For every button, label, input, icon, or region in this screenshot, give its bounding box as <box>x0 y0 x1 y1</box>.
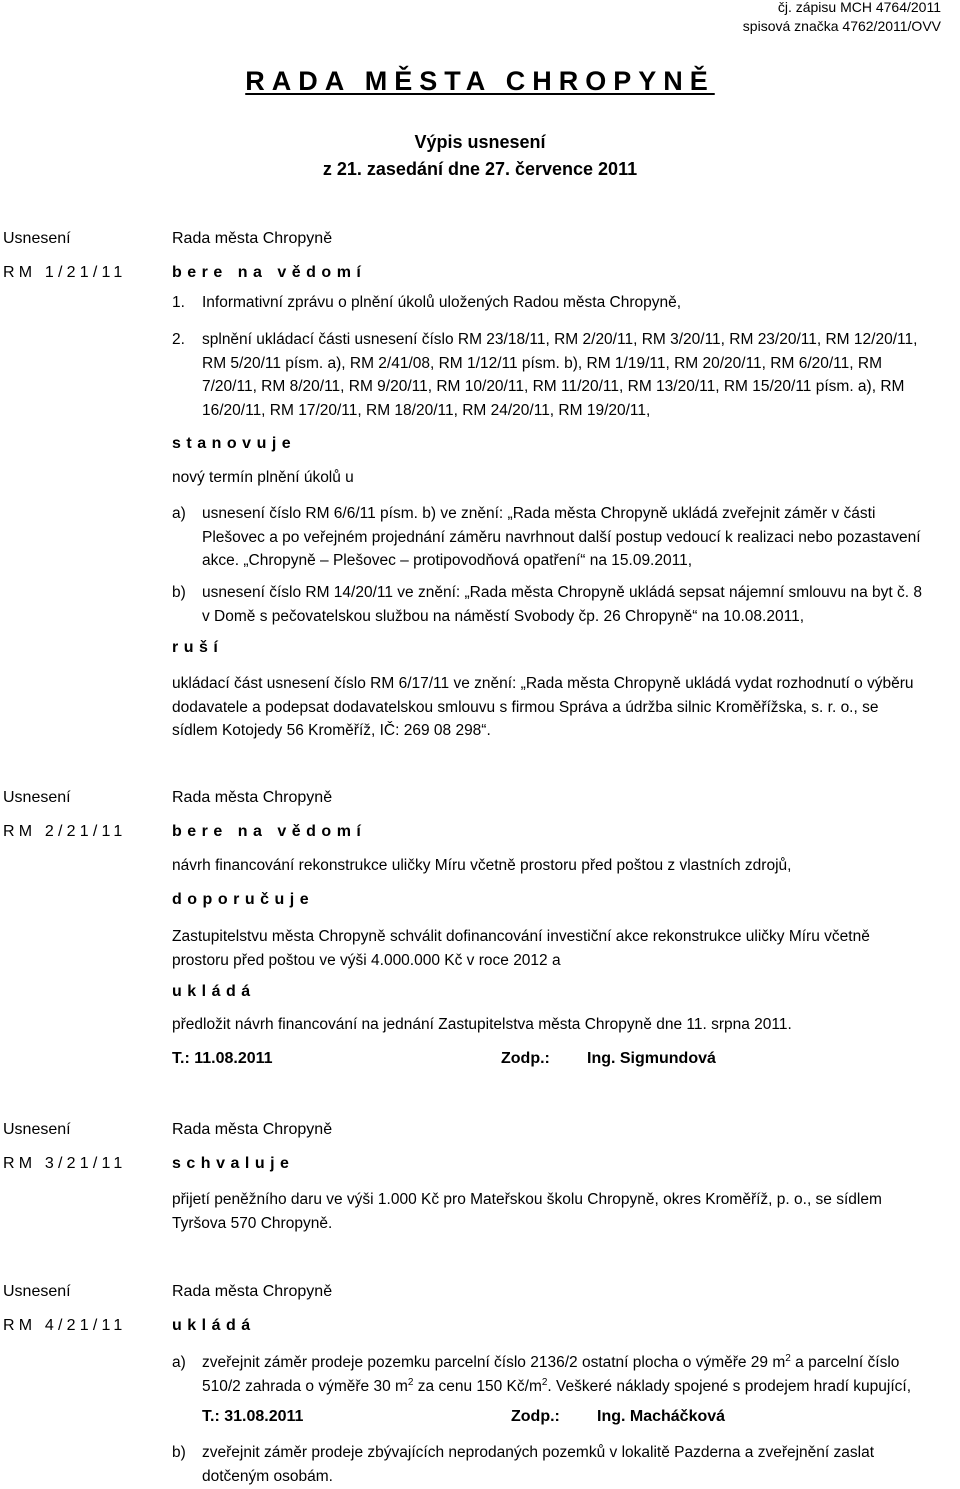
text-segment: . Veškeré náklady spojené s prodejem hradí kupující, <box>547 1377 912 1395</box>
text-line: Tyršova 570 Chropyně. <box>172 1214 333 1232</box>
document-subtitle: Výpis usnesení <box>414 132 546 152</box>
text-line: přijetí peněžního daru ve výši 1.000 Kč pro Mateřskou školu Chropyně, okres Kroměříž, p. o., se sídlem <box>172 1191 882 1208</box>
council-name: Rada města Chropyně <box>172 789 333 806</box>
item-letter: b) <box>172 584 186 601</box>
responsible-person: Ing. Sigmundová <box>587 1050 716 1067</box>
item-text <box>202 1441 958 1488</box>
verb-rusi: ruší <box>172 639 224 656</box>
list-item <box>172 1441 958 1489</box>
item-number: 2. <box>172 331 185 348</box>
verb-uklada: ukládá <box>172 1317 256 1334</box>
resolution-label: Usnesení <box>3 230 71 247</box>
text-segment: a parcelní číslo <box>790 1354 900 1371</box>
item-text <box>202 328 958 422</box>
document-title: RADA MĚSTA CHROPYNĚ <box>245 66 715 96</box>
responsible-label: Zodp.: <box>511 1408 560 1425</box>
item-text: Informativní zprávu o plnění úkolů uložených Radou města Chropyně, <box>202 294 682 311</box>
responsible-person: Ing. Macháčková <box>597 1408 726 1425</box>
responsible-label: Zodp.: <box>501 1050 550 1067</box>
verb-bere-na-vedomi: bere na vědomí <box>172 823 367 840</box>
verb-stanovuje: stanovuje <box>172 435 297 452</box>
list-item <box>172 502 958 574</box>
item-text <box>202 581 958 628</box>
text-line: v Domě s pečovatelskou službou na náměstí Svobody čp. 26 Chropyně“ na 10.08.2011, <box>202 607 804 625</box>
text-line: RM 5/20/11 písm. a), RM 2/41/08, RM 1/12/11 písm. b), RM 1/19/11, RM 20/20/11, RM 6/20/11, RM <box>202 354 882 372</box>
resolution-number: RM 3/21/11 <box>3 1155 127 1172</box>
text-line: 7/20/11, RM 8/20/11, RM 9/20/11, RM 10/20/11, RM 11/20/11, RM 13/20/11, RM 15/20/11 písm. a), RM <box>202 378 905 395</box>
verb-bere-na-vedomi: bere na vědomí <box>172 264 367 281</box>
list-item <box>172 328 958 423</box>
item-letter: b) <box>172 1444 186 1461</box>
text-line: usnesení číslo RM 6/6/11 písm. b) ve znění: „Rada města Chropyně ukládá zveřejnit záměr v části <box>202 505 876 522</box>
text-line: Zastupitelstvu města Chropyně schválit dofinancování investiční akce rekonstrukce uličky Míru včetně <box>172 928 870 945</box>
item-text <box>202 502 958 573</box>
resolution-label: Usnesení <box>3 1121 71 1138</box>
council-name: Rada města Chropyně <box>172 230 333 247</box>
paragraph <box>172 1188 958 1235</box>
resolution-label: Usnesení <box>3 1283 71 1300</box>
council-name: Rada města Chropyně <box>172 1283 333 1300</box>
list-item <box>172 1351 958 1399</box>
superscript: 2 <box>407 1376 414 1388</box>
text-line: splnění ukládací části usnesení číslo RM 23/18/11, RM 2/20/11, RM 3/20/11, RM 23/20/11, RM 12/20/11, <box>202 331 918 348</box>
text-line: dodavatele a podepsat dodavatelskou smlouvu s firmou Správa a údržba silnic Kroměřížska, s. r. o., se <box>172 698 879 716</box>
text-line: prostoru před poštou ve výši 4.000.000 Kč v roce 2012 a <box>172 951 561 969</box>
superscript: 2 <box>541 1376 548 1388</box>
council-name: Rada města Chropyně <box>172 1121 333 1138</box>
text-line: usnesení číslo RM 14/20/11 ve znění: „Rada města Chropyně ukládá sepsat nájemní smlouvu na byt č. 8 <box>202 584 922 601</box>
file-reference: spisová značka 4762/2011/OVV <box>742 18 941 34</box>
text-segment: zveřejnit záměr prodeje pozemku parcelní číslo 2136/2 ostatní plocha o výměře 29 m <box>202 1354 786 1371</box>
resolution-label: Usnesení <box>3 789 71 806</box>
resolution-number: RM 2/21/11 <box>3 823 127 840</box>
paragraph <box>172 925 958 972</box>
verb-schvaluje: schvaluje <box>172 1155 295 1172</box>
list-item <box>172 291 958 315</box>
text-line: sídlem Kotojedy 56 Kroměříž, IČ: 269 08 298“. <box>172 722 491 739</box>
verb-uklada: ukládá <box>172 983 256 1000</box>
intro-text: nový termín plnění úkolů u <box>172 469 354 486</box>
paragraph <box>172 672 958 743</box>
list-item <box>172 581 958 629</box>
paragraph: předložit návrh financování na jednání Zastupitelstva města Chropyně dne 11. srpna 2011. <box>172 1016 792 1033</box>
deadline: T.: 31.08.2011 <box>202 1408 304 1425</box>
resolution-number: RM 4/21/11 <box>3 1317 127 1334</box>
text-line: akce. „Chropyně – Plešovec – protipovodňová opatření“ na 15.09.2011, <box>202 552 693 569</box>
resolution-number: RM 1/21/11 <box>3 264 127 281</box>
text-segment: 510/2 zahrada o výměře 30 m <box>202 1377 408 1395</box>
text-line: ukládací část usnesení číslo RM 6/17/11 ve znění: „Rada města Chropyně ukládá vydat rozhodnutí o výběru <box>172 675 914 692</box>
text-line: Plešovec a po veřejném projednání záměru navrhnout další postup vedoucí k realizaci nebo pozastavení <box>202 528 921 546</box>
item-text <box>202 1351 958 1398</box>
superscript: 2 <box>785 1352 791 1364</box>
paragraph: návrh financování rekonstrukce uličky Míru včetně prostoru před poštou z vlastních zdrojů, <box>172 857 792 874</box>
session-date: z 21. zasedání dne 27. července 2011 <box>322 159 638 179</box>
item-letter: a) <box>172 1354 186 1371</box>
text-line: dotčeným osobám. <box>202 1467 333 1485</box>
verb-doporucuje: doporučuje <box>172 891 315 908</box>
item-letter: a) <box>172 505 186 522</box>
text-line: 16/20/11, RM 17/20/11, RM 18/20/11, RM 24/20/11, RM 19/20/11, <box>202 401 651 419</box>
item-number: 1. <box>172 294 185 311</box>
document-reference: čj. zápisu MCH 4764/2011 <box>777 0 941 15</box>
text-line: zveřejnit záměr prodeje zbývajících neprodaných pozemků v lokalitě Pazderna a zveřejnění zaslat <box>202 1444 875 1461</box>
deadline: T.: 11.08.2011 <box>172 1050 273 1067</box>
text-segment: za cenu 150 Kč/m <box>413 1377 542 1395</box>
text-line <box>202 1351 958 1375</box>
text-line <box>202 1375 958 1399</box>
